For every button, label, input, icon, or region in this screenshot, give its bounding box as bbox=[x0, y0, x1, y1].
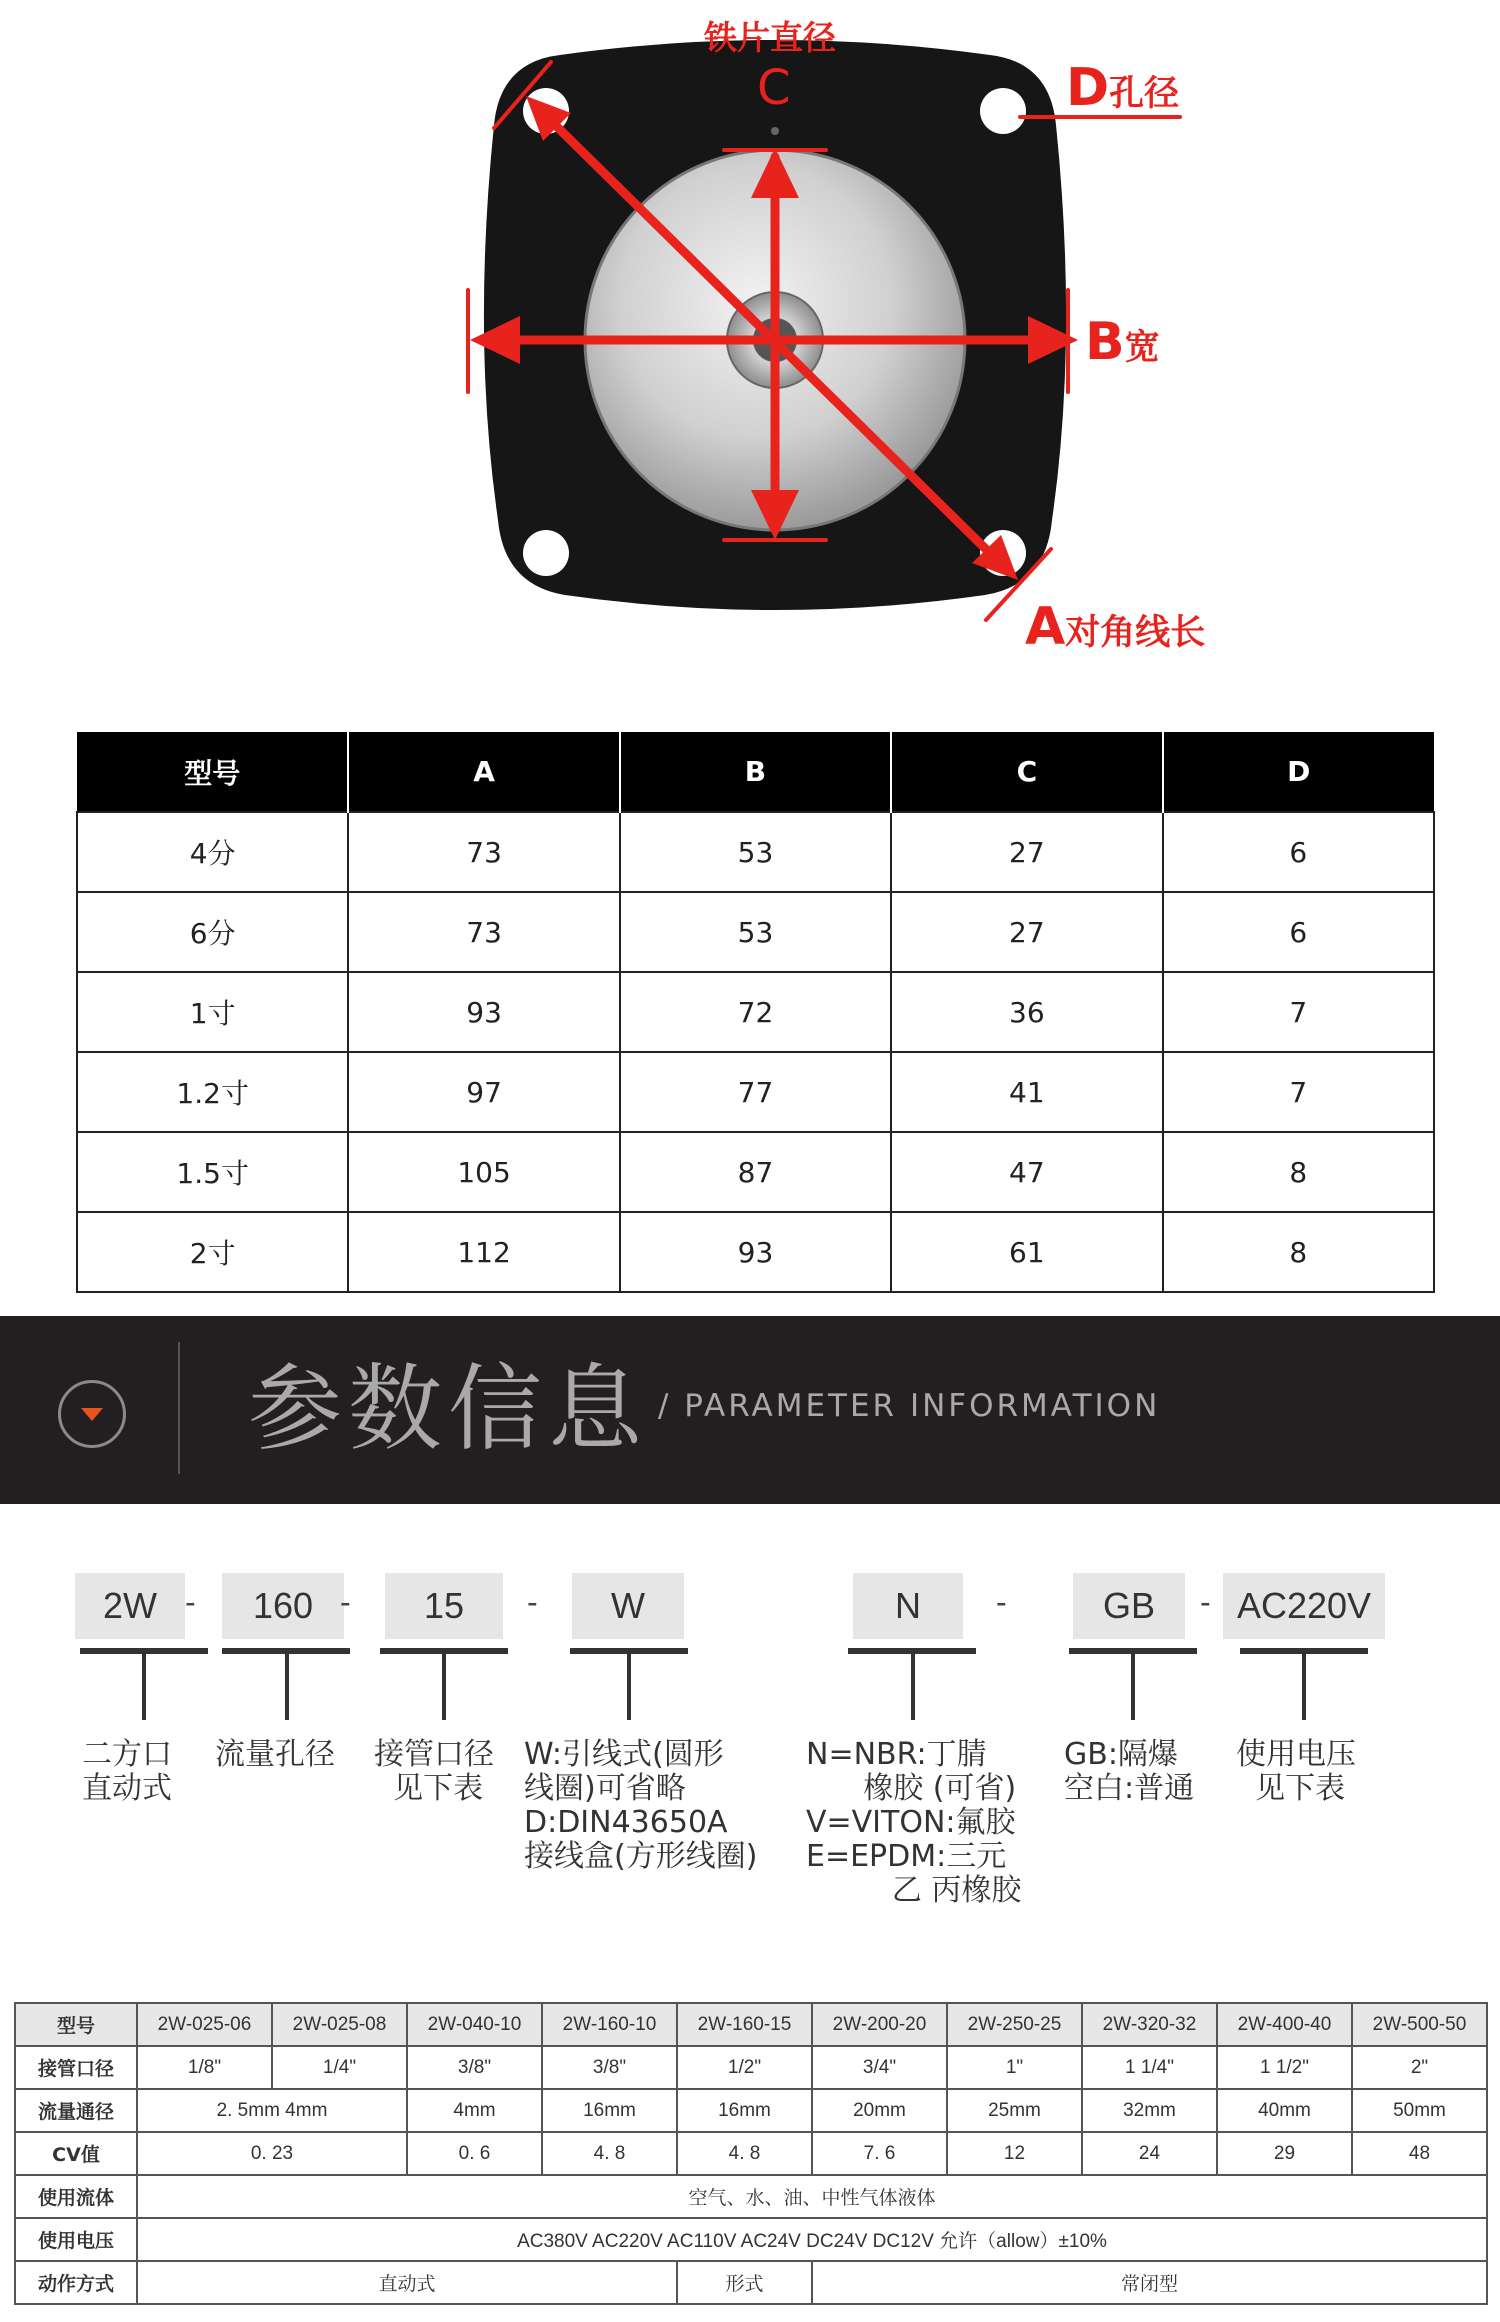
header-cell: A bbox=[348, 732, 619, 812]
cell-d: 8 bbox=[1163, 1132, 1434, 1212]
chevron-down-icon bbox=[58, 1380, 126, 1448]
code-segment-explosion: GB bbox=[1073, 1573, 1185, 1639]
code-desc-orifice: 流量孔径 bbox=[215, 1737, 335, 1772]
table-row bbox=[77, 1052, 1434, 1132]
pilot-hole bbox=[771, 127, 779, 135]
flow-cell: 4mm bbox=[407, 2089, 542, 2132]
cell-b: 72 bbox=[620, 972, 891, 1052]
cell-a: 73 bbox=[348, 812, 619, 892]
cell-b: 77 bbox=[620, 1052, 891, 1132]
banner-divider bbox=[178, 1342, 180, 1474]
cv-cell: 24 bbox=[1082, 2132, 1217, 2175]
cell-c: 27 bbox=[891, 892, 1162, 972]
port-cell: 2" bbox=[1352, 2046, 1487, 2089]
header-cell: C bbox=[891, 732, 1162, 812]
model-cell: 2W-025-08 bbox=[272, 2003, 407, 2046]
spec-row-action bbox=[15, 2261, 1487, 2304]
code-desc-seal: N=NBR:丁腈 橡胶 (可省) V=VITON:氟胶 E=EPDM:三元 乙 丙橡胶 bbox=[806, 1737, 1022, 1908]
cv-cell: 4. 8 bbox=[677, 2132, 812, 2175]
row-header: 动作方式 bbox=[15, 2261, 137, 2304]
table-row bbox=[77, 1132, 1434, 1212]
cv-cell: 12 bbox=[947, 2132, 1082, 2175]
model-cell: 2W-040-10 bbox=[407, 2003, 542, 2046]
flow-cell: 16mm bbox=[677, 2089, 812, 2132]
cell-c: 36 bbox=[891, 972, 1162, 1052]
dimension-a-label bbox=[1025, 597, 1205, 657]
cell-d: 6 bbox=[1163, 812, 1434, 892]
cell-model: 2寸 bbox=[77, 1212, 348, 1292]
dimension-c-label: C bbox=[757, 60, 791, 116]
port-cell: 3/8" bbox=[542, 2046, 677, 2089]
code-desc-port: 接管口径 见下表 bbox=[374, 1737, 494, 1806]
mount-hole bbox=[980, 88, 1026, 134]
cell-model: 1.5寸 bbox=[77, 1132, 348, 1212]
cell-d: 7 bbox=[1163, 972, 1434, 1052]
spec-row-model bbox=[15, 2003, 1487, 2046]
code-segment-voltage: AC220V bbox=[1223, 1573, 1385, 1639]
cell-b: 53 bbox=[620, 892, 891, 972]
port-cell: 3/4" bbox=[812, 2046, 947, 2089]
code-segment-port: 15 bbox=[385, 1573, 503, 1639]
port-cell: 1/8" bbox=[137, 2046, 272, 2089]
mount-hole bbox=[523, 530, 569, 576]
table-row bbox=[77, 892, 1434, 972]
model-cell: 2W-250-25 bbox=[947, 2003, 1082, 2046]
port-cell: 1/2" bbox=[677, 2046, 812, 2089]
dimension-d-letter: D bbox=[1066, 58, 1110, 118]
flow-cell: 50mm bbox=[1352, 2089, 1487, 2132]
model-cell: 2W-320-32 bbox=[1082, 2003, 1217, 2046]
model-cell: 2W-025-06 bbox=[137, 2003, 272, 2046]
model-cell: 2W-200-20 bbox=[812, 2003, 947, 2046]
cell-a: 105 bbox=[348, 1132, 619, 1212]
cell-b: 87 bbox=[620, 1132, 891, 1212]
row-header: 流量通径 bbox=[15, 2089, 137, 2132]
diaphragm-diagram bbox=[0, 0, 1500, 700]
cell-c: 47 bbox=[891, 1132, 1162, 1212]
code-desc-explosion: GB:隔爆 空白:普通 bbox=[1064, 1737, 1195, 1806]
cell-c: 41 bbox=[891, 1052, 1162, 1132]
cell-b: 93 bbox=[620, 1212, 891, 1292]
flow-cell: 25mm bbox=[947, 2089, 1082, 2132]
port-cell: 3/8" bbox=[407, 2046, 542, 2089]
cv-cell: 29 bbox=[1217, 2132, 1352, 2175]
voltage-cell: AC380V AC220V AC110V AC24V DC24V DC12V 允许（allow）±10% bbox=[137, 2218, 1487, 2261]
model-cell: 2W-160-15 bbox=[677, 2003, 812, 2046]
code-desc-coil: W:引线式(圆形 线圈)可省略 D:DIN43650A 接线盒(方形线圈) bbox=[524, 1737, 758, 1874]
model-cell: 2W-500-50 bbox=[1352, 2003, 1487, 2046]
code-dash: - bbox=[527, 1584, 538, 1620]
code-connector bbox=[142, 1652, 146, 1720]
row-header: CV值 bbox=[15, 2132, 137, 2175]
cell-c: 61 bbox=[891, 1212, 1162, 1292]
dimension-b-letter: B bbox=[1085, 312, 1125, 372]
section-title: 参数信息 bbox=[248, 1355, 649, 1464]
cell-a: 73 bbox=[348, 892, 619, 972]
flow-cell: 32mm bbox=[1082, 2089, 1217, 2132]
cv-cell: 0. 23 bbox=[137, 2132, 407, 2175]
cell-model: 4分 bbox=[77, 812, 348, 892]
row-header: 接管口径 bbox=[15, 2046, 137, 2089]
code-dash: - bbox=[185, 1584, 196, 1620]
code-connector bbox=[1302, 1652, 1306, 1720]
cv-cell: 0. 6 bbox=[407, 2132, 542, 2175]
code-dash: - bbox=[996, 1584, 1007, 1620]
code-connector bbox=[911, 1652, 915, 1720]
row-header: 使用电压 bbox=[15, 2218, 137, 2261]
port-cell: 1 1/4" bbox=[1082, 2046, 1217, 2089]
dimension-d-text: 孔径 bbox=[1109, 74, 1180, 114]
code-segment-seal: N bbox=[853, 1573, 963, 1639]
table-row bbox=[77, 972, 1434, 1052]
cell-model: 1寸 bbox=[77, 972, 348, 1052]
code-dash: - bbox=[1200, 1584, 1211, 1620]
section-subtitle: / PARAMETER INFORMATION bbox=[658, 1388, 1161, 1424]
spec-row-voltage bbox=[15, 2218, 1487, 2261]
cell-d: 8 bbox=[1163, 1212, 1434, 1292]
model-cell: 2W-400-40 bbox=[1217, 2003, 1352, 2046]
code-dash: - bbox=[340, 1584, 351, 1620]
header-cell: D bbox=[1163, 732, 1434, 812]
cell-model: 1.2寸 bbox=[77, 1052, 348, 1132]
header-cell: 型号 bbox=[77, 732, 348, 812]
cv-cell: 4. 8 bbox=[542, 2132, 677, 2175]
spec-table bbox=[14, 2002, 1488, 2305]
spec-row-fluid bbox=[15, 2175, 1487, 2218]
code-connector bbox=[1131, 1652, 1135, 1720]
cell-a: 112 bbox=[348, 1212, 619, 1292]
code-connector bbox=[442, 1652, 446, 1720]
port-cell: 1 1/2" bbox=[1217, 2046, 1352, 2089]
dimension-table bbox=[76, 732, 1435, 1293]
cv-cell: 7. 6 bbox=[812, 2132, 947, 2175]
dimension-table-header bbox=[77, 732, 1434, 812]
action-cell: 常闭型 bbox=[812, 2261, 1487, 2304]
code-segment-orifice: 160 bbox=[222, 1573, 344, 1639]
code-segment-coil: W bbox=[572, 1573, 684, 1639]
table-row bbox=[77, 812, 1434, 892]
action-cell: 形式 bbox=[677, 2261, 812, 2304]
code-desc-type: 二方口 直动式 bbox=[82, 1737, 172, 1806]
cell-d: 7 bbox=[1163, 1052, 1434, 1132]
action-cell: 直动式 bbox=[137, 2261, 677, 2304]
dimension-a-letter: A bbox=[1025, 597, 1066, 657]
port-cell: 1" bbox=[947, 2046, 1082, 2089]
flow-cell: 16mm bbox=[542, 2089, 677, 2132]
cell-model: 6分 bbox=[77, 892, 348, 972]
flow-cell: 2. 5mm 4mm bbox=[137, 2089, 407, 2132]
cell-d: 6 bbox=[1163, 892, 1434, 972]
flow-cell: 40mm bbox=[1217, 2089, 1352, 2132]
dimension-b-text: 宽 bbox=[1124, 328, 1160, 368]
spec-row-flow bbox=[15, 2089, 1487, 2132]
code-segment-type: 2W bbox=[75, 1573, 185, 1639]
cell-a: 97 bbox=[348, 1052, 619, 1132]
dimension-d-label bbox=[1066, 58, 1179, 118]
cell-b: 53 bbox=[620, 812, 891, 892]
flow-cell: 20mm bbox=[812, 2089, 947, 2132]
dimension-b-label bbox=[1085, 312, 1160, 372]
cv-cell: 48 bbox=[1352, 2132, 1487, 2175]
header-cell: B bbox=[620, 732, 891, 812]
code-connector bbox=[285, 1652, 289, 1720]
model-cell: 2W-160-10 bbox=[542, 2003, 677, 2046]
row-header: 型号 bbox=[15, 2003, 137, 2046]
cell-c: 27 bbox=[891, 812, 1162, 892]
iron-diameter-label: 铁片直径 bbox=[704, 18, 836, 57]
spec-row-port bbox=[15, 2046, 1487, 2089]
table-row bbox=[77, 1212, 1434, 1292]
cell-a: 93 bbox=[348, 972, 619, 1052]
fluid-cell: 空气、水、油、中性气体液体 bbox=[137, 2175, 1487, 2218]
row-header: 使用流体 bbox=[15, 2175, 137, 2218]
port-cell: 1/4" bbox=[272, 2046, 407, 2089]
dimension-a-text: 对角线长 bbox=[1065, 613, 1206, 653]
code-desc-voltage: 使用电压 见下表 bbox=[1236, 1737, 1356, 1806]
spec-row-cv bbox=[15, 2132, 1487, 2175]
code-connector bbox=[627, 1652, 631, 1720]
